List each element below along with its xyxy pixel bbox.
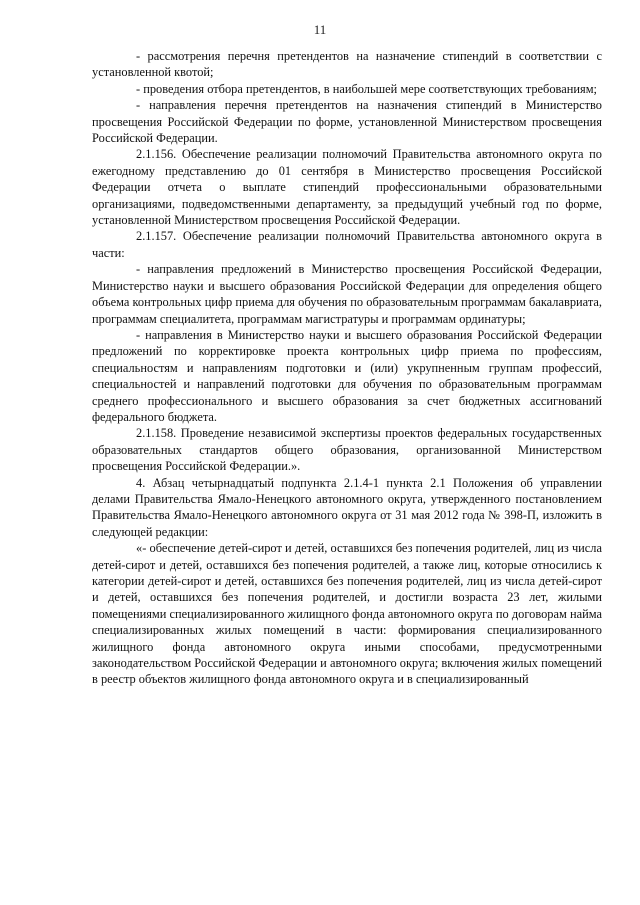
- paragraph-proposals: - направления предложений в Министерство просвещения Российской Федерации, Министерство науки и высшего образования Российской Федерации для определения общего объема контрольных цифр приема для обучения по образовательным программам бакалавриата, программам специалитета, программам магистратуры и программам ординатуры;: [92, 262, 602, 326]
- paragraph-submission: - направления перечня претендентов на назначения стипендий в Министерство просвещения Российской Федерации по форме, установленной Министерством просвещения Российской Федерации.: [92, 98, 602, 146]
- page-number: 11: [313, 22, 327, 37]
- paragraph-selection: - проведения отбора претендентов, в наибольшей мере соответствующих требованиям;: [136, 81, 597, 96]
- paragraph-2-1-158: 2.1.158. Проведение независимой экспертизы проектов федеральных государственных образовательных стандартов общего образования, организованной Министерством просвещения Российской Федерации.».: [92, 426, 602, 474]
- paragraph-consideration: - рассмотрения перечня претендентов на назначение стипендий в соответствии с установленной квотой;: [92, 49, 602, 80]
- document-body: [92, 48, 602, 688]
- paragraph-corrections: - направления в Министерство науки и высшего образования Российской Федерации предложений по корректировке проекта контрольных цифр приема по профессиям, специальностям и направлениям подготовки и (или) укрупненным группам профессий, специальностей и направлений подготовки для обучения по образовательным программам среднего профессионального и высшего образования за счет бюджетных ассигнований федерального бюджета.: [92, 327, 602, 424]
- paragraph-new-wording: «- обеспечение детей-сирот и детей, оставшихся без попечения родителей, лиц из числа детей-сирот и детей, оставшихся без попечения родителей, а также лиц, которые относились к категории детей-сирот и детей, оставшихся без попечения родителей, лиц из числа детей-сирот и детей, оставшихся без попечения родителей, и достигли возраста 23 лет, жилыми помещениями специализированного жилищного фонда автономного округа по договорам найма специализированных жилых помещений в части: формирования специализированного жилищного фонда автономного округа иными способами, предусмотренными законодательством Российской Федерации и автономного округа; включения жилых помещений в реестр объектов жилищного фонда автономного округа и в специализированный: [92, 541, 602, 687]
- paragraph-2-1-156: 2.1.156. Обеспечение реализации полномочий Правительства автономного округа по ежегодному представлению до 01 сентября в Министерство просвещения Российской Федерации отчета о выплате стипендий профессиональными образовательными организациями, подведомственными департаменту, за предыдущий учебный год по форме, установленной Министерством просвещения Российской Федерации.: [92, 147, 602, 228]
- paragraph-2-1-157: 2.1.157. Обеспечение реализации полномочий Правительства автономного округа в части:: [92, 229, 602, 260]
- paragraph-item-4: 4. Абзац четырнадцатый подпункта 2.1.4-1 пункта 2.1 Положения об управлении делами Правительства Ямало-Ненецкого автономного округа, утвержденного постановлением Правительства Ямало-Ненецкого автономного округа от 31 мая 2012 года № 398-П, изложить в следующей редакции:: [92, 475, 602, 539]
